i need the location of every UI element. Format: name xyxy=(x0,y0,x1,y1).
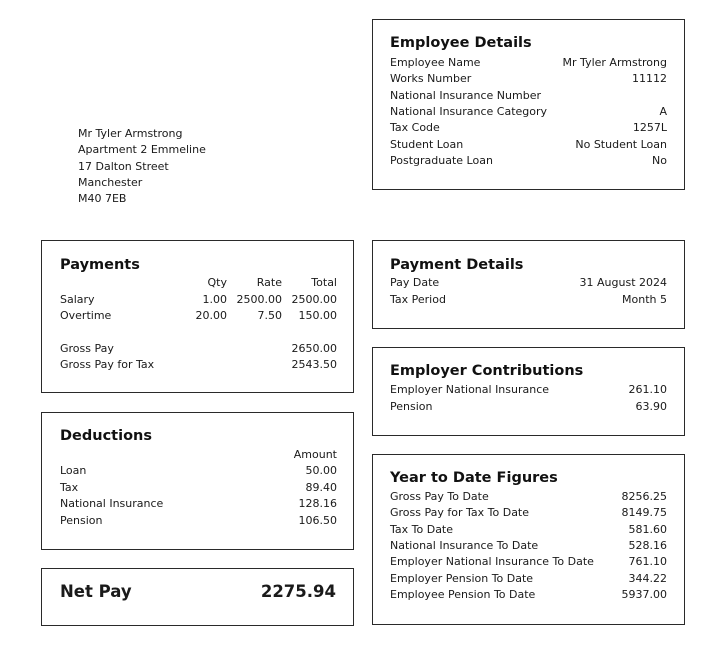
net-pay-panel xyxy=(41,568,354,626)
contribution-value: 63.90 xyxy=(635,399,667,413)
ytd-label: Gross Pay To Date xyxy=(390,490,489,503)
detail-row xyxy=(390,71,667,87)
address-line: Manchester xyxy=(78,175,143,189)
year-to-date-list xyxy=(390,489,667,607)
detail-label: Tax Code xyxy=(390,121,440,135)
payment-qty: 20.00 xyxy=(195,309,227,322)
deduction-value: 128.16 xyxy=(298,497,337,510)
ytd-row xyxy=(390,489,667,505)
contribution-row xyxy=(390,382,667,398)
deduction-label: Pension xyxy=(60,513,103,527)
contribution-label: Employer National Insurance xyxy=(390,383,550,396)
payment-row xyxy=(60,308,337,324)
ytd-label: National Insurance To Date xyxy=(390,538,539,552)
deduction-label: Loan xyxy=(60,464,87,477)
detail-row xyxy=(390,88,667,104)
gross-pay-label: Gross Pay xyxy=(60,341,114,355)
detail-label: Employee Name xyxy=(390,56,481,69)
payments-table xyxy=(60,275,337,385)
ytd-row xyxy=(390,571,667,587)
payment-rate: 2500.00 xyxy=(236,292,282,306)
payment-qty: 1.00 xyxy=(202,292,227,306)
deduction-row xyxy=(60,463,337,479)
ytd-row xyxy=(390,522,667,538)
deduction-label: Tax xyxy=(60,480,79,494)
ytd-row xyxy=(390,587,667,603)
payment-details-panel xyxy=(372,240,685,329)
detail-label: Postgraduate Loan xyxy=(390,153,493,167)
year-to-date-title: Year to Date Figures xyxy=(390,470,558,486)
employee-details-title: Employee Details xyxy=(390,35,532,51)
payment-total: 2500.00 xyxy=(291,292,337,306)
detail-value: No Student Loan xyxy=(575,137,667,151)
ytd-value: 581.60 xyxy=(628,522,667,536)
payments-panel xyxy=(41,240,354,393)
deduction-row xyxy=(60,480,337,496)
employer-contributions-list xyxy=(390,382,667,416)
detail-value: Mr Tyler Armstrong xyxy=(562,56,667,69)
detail-row xyxy=(390,137,667,153)
contribution-row xyxy=(390,399,667,415)
ytd-label: Employer Pension To Date xyxy=(390,571,534,585)
detail-value: Month 5 xyxy=(622,292,667,306)
deductions-panel xyxy=(41,412,354,550)
employer-contributions-panel xyxy=(372,347,685,436)
contribution-value: 261.10 xyxy=(628,383,667,396)
employer-contributions-title: Employer Contributions xyxy=(390,363,584,379)
ytd-label: Gross Pay for Tax To Date xyxy=(390,506,530,520)
detail-row xyxy=(390,275,667,291)
deduction-value: 89.40 xyxy=(305,480,337,494)
detail-label: Student Loan xyxy=(390,137,464,151)
detail-row xyxy=(390,153,667,169)
total-header: Total xyxy=(311,276,337,289)
deduction-row xyxy=(60,513,337,529)
ytd-value: 761.10 xyxy=(628,555,667,569)
ytd-value: 5937.00 xyxy=(621,587,667,601)
deductions-title: Deductions xyxy=(60,428,152,444)
payments-title: Payments xyxy=(60,257,140,273)
payment-label: Overtime xyxy=(60,309,112,322)
ytd-row xyxy=(390,554,667,570)
gross-pay-row xyxy=(60,341,337,357)
detail-label: Pay Date xyxy=(390,276,440,289)
detail-row xyxy=(390,120,667,136)
detail-label: National Insurance Category xyxy=(390,104,548,118)
address-line: Apartment 2 Emmeline xyxy=(78,143,206,157)
amount-header: Amount xyxy=(293,448,337,461)
payment-total: 150.00 xyxy=(298,309,337,322)
address-line: Mr Tyler Armstrong xyxy=(78,127,183,140)
payment-rate: 7.50 xyxy=(257,309,282,322)
net-pay-value: 2275.94 xyxy=(260,582,336,601)
employee-details-panel xyxy=(372,19,685,190)
detail-label: National Insurance Number xyxy=(390,88,541,102)
ytd-label: Employee Pension To Date xyxy=(390,587,536,601)
detail-label: Works Number xyxy=(390,72,472,86)
detail-row xyxy=(390,55,667,71)
detail-value: 31 August 2024 xyxy=(579,276,667,289)
deductions-table xyxy=(60,447,337,532)
detail-row xyxy=(390,104,667,120)
net-pay-label: Net Pay xyxy=(60,582,132,601)
ytd-value: 344.22 xyxy=(628,571,667,585)
rate-header: Rate xyxy=(256,276,282,289)
year-to-date-panel xyxy=(372,454,685,625)
gross-pay-for-tax-label: Gross Pay for Tax xyxy=(60,358,155,371)
deduction-row xyxy=(60,496,337,512)
qty-header: Qty xyxy=(207,276,227,289)
detail-value: 1257L xyxy=(632,121,667,135)
address-line: 17 Dalton Street xyxy=(78,159,169,173)
ytd-row xyxy=(390,538,667,554)
gross-pay-for-tax-row xyxy=(60,357,337,373)
detail-row xyxy=(390,292,667,308)
ytd-value: 8256.25 xyxy=(621,490,667,503)
gross-pay-value: 2650.00 xyxy=(291,341,337,355)
ytd-row xyxy=(390,505,667,521)
payment-details-list xyxy=(390,275,667,309)
employee-address xyxy=(78,126,206,207)
payment-row xyxy=(60,292,337,308)
deduction-label: National Insurance xyxy=(60,497,164,510)
detail-label: Tax Period xyxy=(390,292,446,306)
payment-details-title: Payment Details xyxy=(390,257,524,273)
detail-value: No xyxy=(652,153,667,167)
ytd-value: 8149.75 xyxy=(621,506,667,520)
ytd-label: Employer National Insurance To Date xyxy=(390,555,594,569)
detail-value: A xyxy=(659,104,667,118)
deduction-value: 106.50 xyxy=(298,513,337,527)
payment-label: Salary xyxy=(60,292,95,306)
contribution-label: Pension xyxy=(390,399,433,413)
employee-details-list xyxy=(390,55,667,175)
ytd-value: 528.16 xyxy=(628,538,667,552)
detail-value: 11112 xyxy=(632,72,667,86)
ytd-label: Tax To Date xyxy=(390,522,454,536)
address-line: M40 7EB xyxy=(78,192,127,206)
gross-pay-for-tax-value: 2543.50 xyxy=(291,358,337,371)
deduction-value: 50.00 xyxy=(305,464,337,477)
